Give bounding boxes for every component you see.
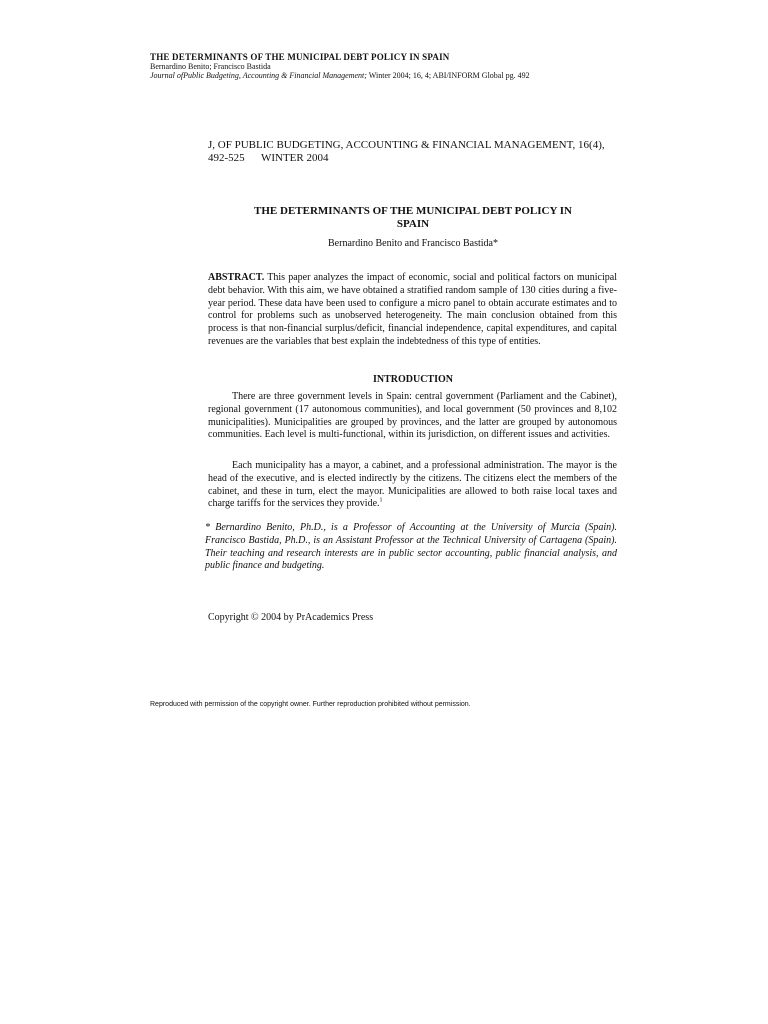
journal-issue-info: Winter 2004; 16, 4; ABI/INFORM Global pg. 492 bbox=[366, 71, 530, 80]
abstract-label: ABSTRACT. bbox=[208, 272, 265, 283]
introduction-heading: INTRODUCTION bbox=[372, 374, 453, 385]
database-header-title: THE DETERMINANTS OF THE MUNICIPAL DEBT POLICY IN SPAIN bbox=[150, 52, 450, 62]
article-authors: Bernardino Benito and Francisco Bastida* bbox=[328, 238, 498, 249]
database-header-authors: Bernardino Benito; Francisco Bastida bbox=[150, 62, 271, 71]
citation-line-1: J, OF PUBLIC BUDGETING, ACCOUNTING & FINANCIAL MANAGEMENT, 16(4), bbox=[208, 139, 605, 151]
article-title-line-1: THE DETERMINANTS OF THE MUNICIPAL DEBT POLICY IN bbox=[254, 205, 572, 217]
journal-citation bbox=[208, 139, 618, 165]
citation-line-2: 492-525 WINTER 2004 bbox=[208, 152, 329, 164]
reproduction-notice: Reproduced with permission of the copyright owner. Further reproduction prohibited without permission. bbox=[150, 701, 471, 708]
article-title bbox=[208, 205, 618, 231]
database-header-journal bbox=[150, 71, 530, 80]
author-footnote: * Bernardino Benito, Ph.D., is a Professor of Accounting at the University of Murcia (Spain). Francisco Bastida, Ph.D., is an Assistant Professor at the Technical University of Cartagena (Spain). Their teaching and research interests are in public sector accounting, public financial analysis, and public finance and budgeting. bbox=[205, 522, 617, 572]
journal-name: Journal ofPublic Budgeting, Accounting & Financial Management; bbox=[150, 71, 367, 80]
abstract bbox=[208, 272, 617, 349]
footnote-reference: 1 bbox=[379, 498, 383, 505]
copyright-notice: Copyright © 2004 by PrAcademics Press bbox=[208, 612, 374, 623]
abstract-text: This paper analyzes the impact of economic, social and political factors on municipal debt behavior. With this aim, we have obtained a stratified random sample of 130 cities during a five-year period. These data have been used to configure a micro panel to obtain accurate estimates and to control for problems such as unobserved heterogeneity. The main conclusion obtained from this process is that non-financial surplus/deficit, financial independence, capital expenditures, and capital revenues are the variables that best explain the indebtedness of this type of entities. bbox=[208, 272, 617, 347]
introduction-paragraph-1: There are three government levels in Spain: central government (Parliament and the Cabinet), regional government (17 autonomous communities), and local government (50 provinces and 8,102 municipalities). Municipalities are grouped by provinces, and the latter are grouped by autonomous communities. Each level is multi-functional, within its jurisdiction, on different issues and activities. bbox=[208, 391, 617, 441]
article-title-line-2: SPAIN bbox=[396, 218, 430, 230]
introduction-paragraph-2 bbox=[208, 460, 617, 511]
paragraph-2-text: Each municipality has a mayor, a cabinet, and a professional administration. The mayor is the head of the executive, and is elected indirectly by the citizens. The citizens elect the members of the cabinet, and these in turn, elect the mayor. Municipalities are allowed to both raise local taxes and charge tariffs for the services they provide. bbox=[208, 460, 617, 510]
